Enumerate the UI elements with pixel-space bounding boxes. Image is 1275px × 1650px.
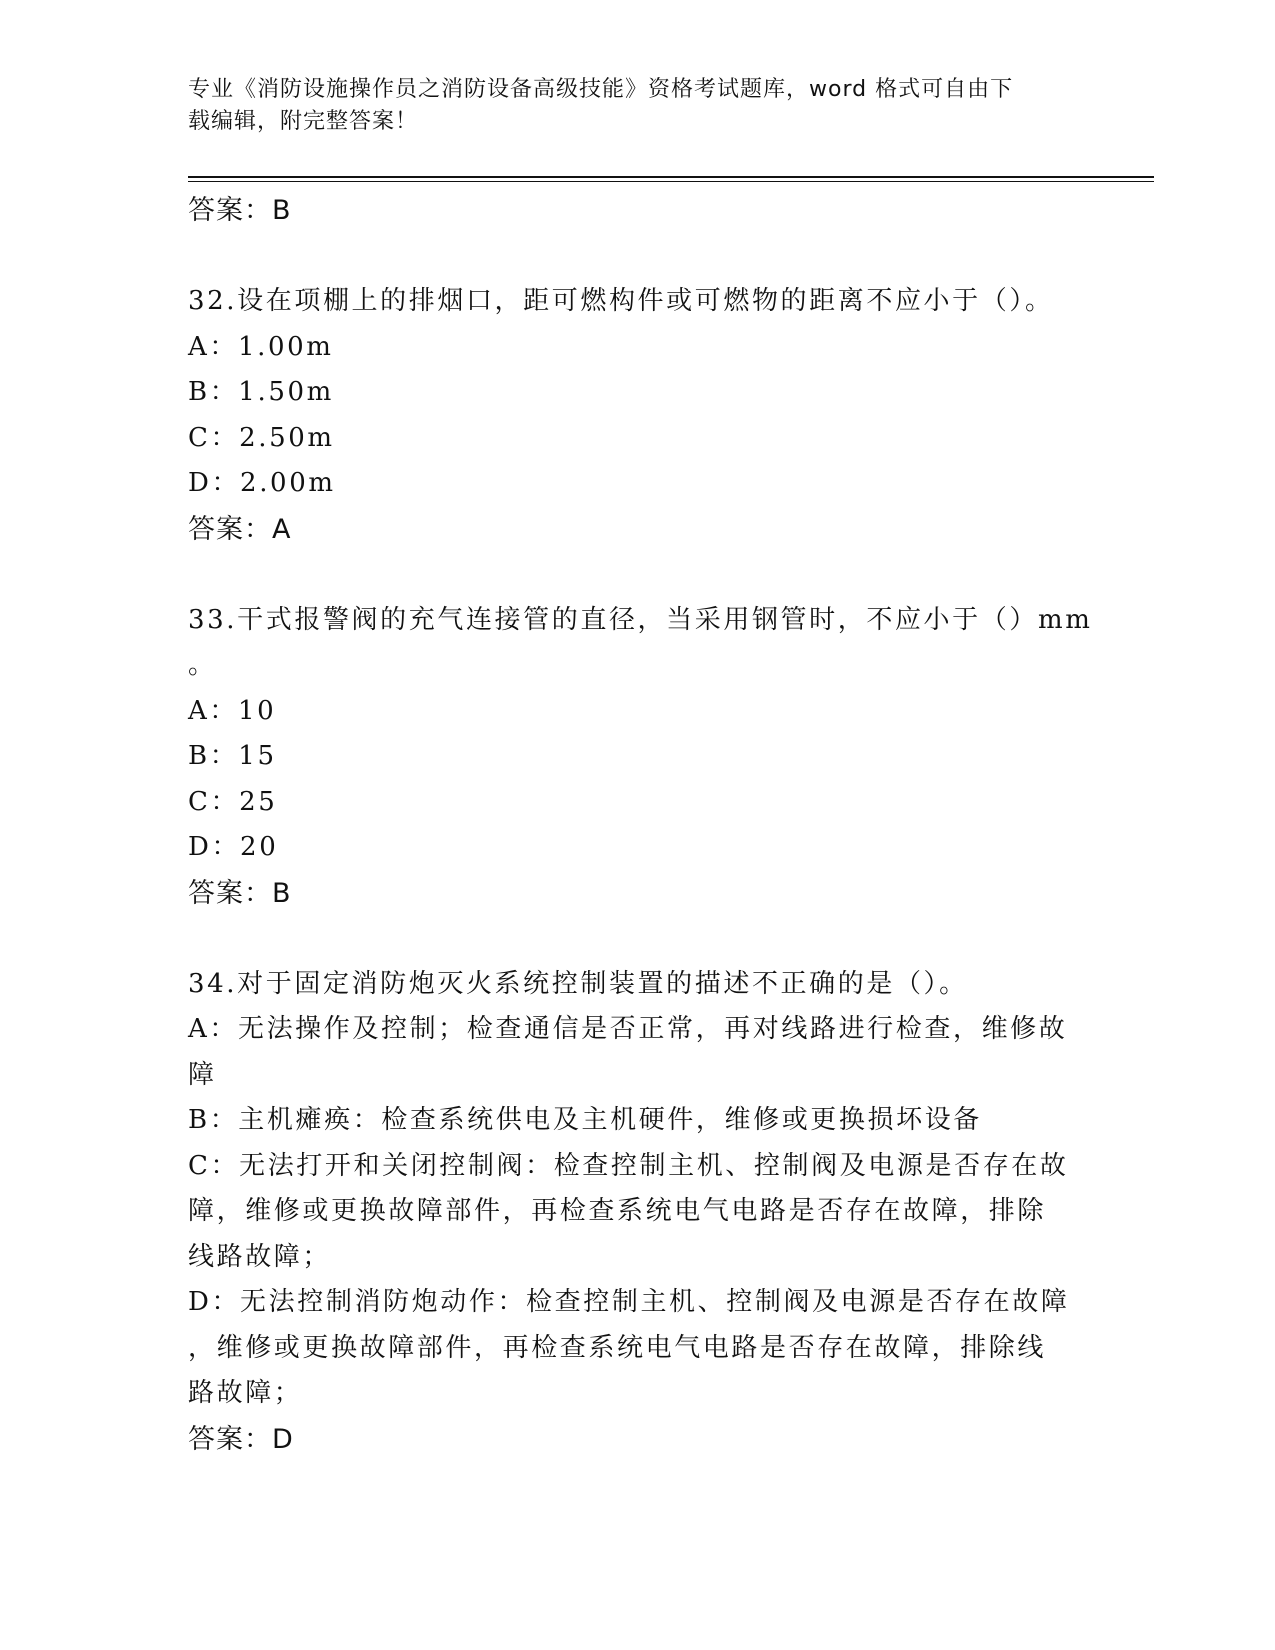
question-34-option-a-continued: 障 bbox=[188, 1059, 217, 1090]
question-33-option-c: C：25 bbox=[188, 786, 278, 817]
answer-32: 答案：A bbox=[188, 513, 292, 545]
header-line-1: 专业《消防设施操作员之消防设备高级技能》资格考试题库，word 格式可自由下 bbox=[188, 77, 1014, 102]
question-34-option-c-continued: 障，维修或更换故障部件，再检查系统电气电路是否存在故障，排除 bbox=[188, 1196, 1047, 1226]
question-34: 34.对于固定消防炮灭火系统控制装置的描述不正确的是（）。 bbox=[188, 968, 968, 999]
answer-33: 答案：B bbox=[188, 877, 292, 909]
spacer bbox=[188, 916, 1088, 962]
question-34-option-a: A：无法操作及控制；检查通信是否正常，再对线路进行检查，维修故 bbox=[188, 1014, 1068, 1044]
document-body bbox=[188, 188, 1093, 1462]
spacer bbox=[188, 234, 1088, 280]
question-33-option-a: A：10 bbox=[188, 695, 277, 726]
question-32-option-a: A：1.00m bbox=[188, 331, 334, 362]
question-34-option-c: C：无法打开和关闭控制阀：检查控制主机、控制阀及电源是否存在故 bbox=[188, 1150, 1069, 1181]
question-32-option-c: C：2.50m bbox=[188, 422, 335, 453]
question-33-continued: 。 bbox=[188, 650, 217, 680]
document-header bbox=[188, 74, 1068, 138]
question-34-option-d: D：无法控制消防炮动作：检查控制主机、控制阀及电源是否存在故障 bbox=[188, 1287, 1070, 1317]
spacer bbox=[188, 552, 1088, 598]
question-33-option-d: D：20 bbox=[188, 832, 279, 862]
question-34-option-b: B：主机瘫痪：检查系统供电及主机硬件，维修或更换损坏设备 bbox=[188, 1105, 982, 1135]
question-32-option-d: D：2.00m bbox=[188, 468, 336, 498]
question-34-option-c-continued: 线路故障； bbox=[188, 1241, 332, 1272]
question-32-option-b: B：1.50m bbox=[188, 377, 334, 407]
answer-34: 答案：D bbox=[188, 1423, 294, 1455]
question-33: 33.干式报警阀的充气连接管的直径，当采用钢管时，不应小于（）mm bbox=[188, 604, 1093, 635]
question-34-option-d-continued: ，维修或更换故障部件，再检查系统电气电路是否存在故障，排除线 bbox=[188, 1332, 1047, 1363]
header-line-2: 载编辑，附完整答案！ bbox=[188, 109, 419, 134]
question-34-option-d-continued: 路故障； bbox=[188, 1378, 303, 1408]
question-33-option-b: B：15 bbox=[188, 741, 277, 771]
header-divider-thin bbox=[188, 181, 1154, 182]
question-32: 32.设在项棚上的排烟口，距可燃构件或可燃物的距离不应小于（）。 bbox=[188, 286, 1054, 316]
answer-31: 答案：B bbox=[188, 195, 292, 226]
header-divider-thick bbox=[188, 176, 1154, 178]
